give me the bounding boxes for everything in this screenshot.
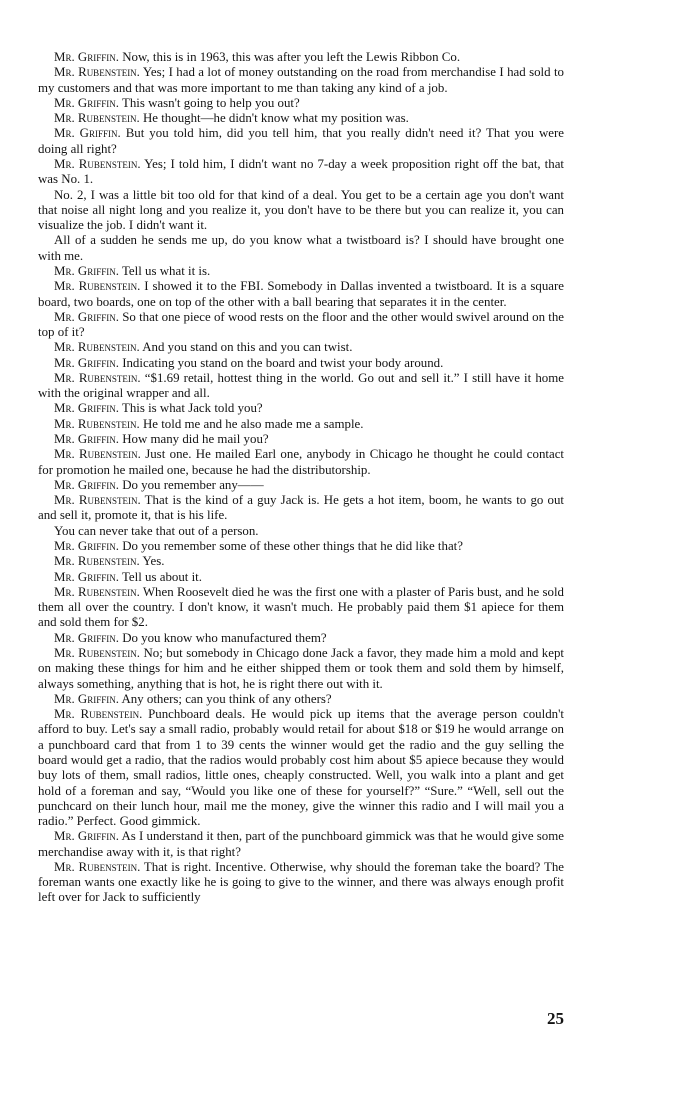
paragraph [38,50,564,65]
speaker-label: Mr. Rubenstein. [54,156,141,171]
paragraph [38,111,564,126]
paragraph [38,157,564,188]
paragraph-text: “$1.69 retail, hottest thing in the world. Go out and sell it.” I still have it home with the original wrapper and all. [38,370,564,401]
paragraph-text: Indicating you stand on the board and twist your body around. [122,355,444,370]
paragraph [38,371,564,402]
paragraph [38,340,564,355]
paragraph [38,524,564,539]
paragraph-text: Yes. [142,554,165,569]
paragraph-text: But you told him, did you tell him, that you really didn't need it? That you were doing all right? [38,126,564,156]
paragraph [38,860,564,906]
paragraph [38,417,564,432]
paragraph-text: Do you remember any—— [122,477,264,492]
paragraph [38,310,564,341]
paragraph-text: He thought—he didn't know what my position was. [142,111,409,126]
speaker-label: Mr. Griffin. [54,539,119,553]
speaker-label: Mr. Rubenstein. [54,416,140,431]
speaker-label: Mr. Griffin. [54,691,119,706]
paragraph-text: So that one piece of wood rests on the floor and the other would swivel around on the top of it? [38,309,565,340]
speaker-label: Mr. Rubenstein. [54,584,140,599]
paragraph [38,493,564,524]
paragraph [38,646,564,692]
paragraph-text: Any others; can you think of any others? [121,691,332,706]
speaker-label: Mr. Griffin. [54,432,119,447]
paragraph-text: No; but somebody in Chicago done Jack a favor, they made him a mold and kept on making these things for him and he either shipped them or took them and sold them by himself, always something, anything that is hot, he is right there out with it. [38,645,564,691]
paragraph [38,707,564,829]
speaker-label: Mr. Rubenstein. [54,645,140,660]
paragraph [38,432,564,447]
speaker-label: Mr. Griffin. [54,569,119,584]
paragraph-text: Now, this is in 1963, this was after you left the Lewis Ribbon Co. [122,50,461,64]
paragraph [38,554,564,569]
speaker-label: Mr. Rubenstein. [54,447,141,462]
paragraph-text: Tell us about it. [121,569,202,584]
paragraph [38,478,564,493]
paragraph-text: Just one. He mailed Earl one, anybody in Chicago he thought he could contact for promotion he mailed one, because he had the distributorship. [38,447,564,477]
paragraph-text: That is right. Incentive. Otherwise, why should the foreman take the board? The foreman wants one exactly like he is going to give to the winner, and there was always enough profit left over for Jack to sufficiently [38,859,564,905]
paragraph [38,585,564,631]
paragraph-text: Punchboard deals. He would pick up items that the average person couldn't afford to buy. Let's say a small radio, probably would retail for about $18 or $19 he would arrange on a punchboard card that from 1 to 39 cents the winner would get the radio and the guy selling the board would get a radio, that the radios would probably cost him about $5 apiece because they would buy lots of them, small radios, little ones, cheaply constructed. Well, you walk into a plant and get hold of a foreman and say, “Would you like one of these for yourself?” “Sure.” “Well, sell out the punchcard on their lunch hour, mail me the money, give the winner this radio and I will mail you a radio.” Perfect. Good gimmick. [38,707,564,829]
paragraph [38,401,564,416]
paragraph [38,356,564,371]
paragraph-text: This is what Jack told you? [121,401,263,416]
paragraph-text: I showed it to the FBI. Somebody in Dallas invented a twistboard. It is a square board, two boards, one on top of the other with a ball bearing that separates it in the center. [38,279,564,309]
paragraph [38,65,564,96]
speaker-label: Mr. Griffin. [54,355,119,370]
speaker-label: Mr. Griffin. [54,263,119,278]
speaker-label: Mr. Rubenstein. [54,370,141,385]
paragraph-text: No. 2, I was a little bit too old for that kind of a deal. You get to be a certain age you don't want that noise all night long and you realize it, you don't have to be there but you can realize it, you can visualize the job. I didn't want it. [38,187,564,233]
paragraph-text: How many did he mail you? [122,432,269,447]
speaker-label: Mr. Rubenstein. [54,707,143,722]
speaker-label: Mr. Rubenstein. [54,554,140,569]
paragraph [38,233,564,264]
speaker-label: Mr. Griffin. [54,630,119,645]
speaker-label: Mr. Griffin. [54,95,119,110]
paragraph-text: Tell us what it is. [121,263,211,278]
speaker-label: Mr. Rubenstein. [54,65,140,80]
paragraph-text: Yes; I had a lot of money outstanding on the road from merchandise I had sold to my customers and that was more important to me than taking any kind of a job. [38,65,565,95]
paragraph [38,570,564,585]
speaker-label: Mr. Griffin. [54,126,121,141]
paragraph-text: And you stand on this and you can twist. [142,340,353,355]
speaker-label: Mr. Rubenstein. [54,859,141,874]
transcript-page [38,50,564,906]
page-number: 25 [547,1009,564,1028]
paragraph-text: This wasn't going to help you out? [121,95,300,110]
paragraph [38,264,564,279]
paragraph-text: As I understand it then, part of the punchboard gimmick was that he would give some merchandise away with it, is that right? [38,829,564,859]
speaker-label: Mr. Griffin. [54,50,119,64]
speaker-label: Mr. Rubenstein. [54,279,141,294]
paragraph [38,126,564,157]
speaker-label: Mr. Griffin. [54,401,119,416]
paragraph-text: That is the kind of a guy Jack is. He gets a hot item, boom, he wants to go out and sell it, promote it, that is his life. [38,493,564,523]
paragraph [38,631,564,646]
paragraph-text: Do you know who manufactured them? [122,630,327,645]
paragraph [38,279,564,310]
speaker-label: Mr. Griffin. [54,309,119,324]
speaker-label: Mr. Griffin. [54,829,119,844]
speaker-label: Mr. Rubenstein. [54,111,140,126]
paragraph [38,692,564,707]
paragraph [38,539,564,554]
paragraph [38,96,564,111]
paragraph-text: Do you remember some of these other things that he did like that? [122,539,463,553]
paragraph-text: Yes; I told him, I didn't want no 7-day a week proposition right off the bat, that was No. 1. [38,156,564,187]
paragraph [38,188,564,234]
paragraph-text: He told me and he also made me a sample. [142,416,364,431]
speaker-label: Mr. Rubenstein. [54,493,141,508]
paragraph-text: You can never take that out of a person. [54,523,259,538]
paragraph [38,829,564,860]
speaker-label: Mr. Griffin. [54,477,119,492]
paragraph-text: All of a sudden he sends me up, do you know what a twistboard is? I should have brought one with me. [38,233,564,263]
paragraph-text: When Roosevelt died he was the first one with a plaster of Paris bust, and he sold them all over the country. I don't know, it wasn't much. He probably paid them $1 apiece for them and sold them for $2. [38,584,564,630]
speaker-label: Mr. Rubenstein. [54,340,140,355]
paragraph [38,447,564,478]
